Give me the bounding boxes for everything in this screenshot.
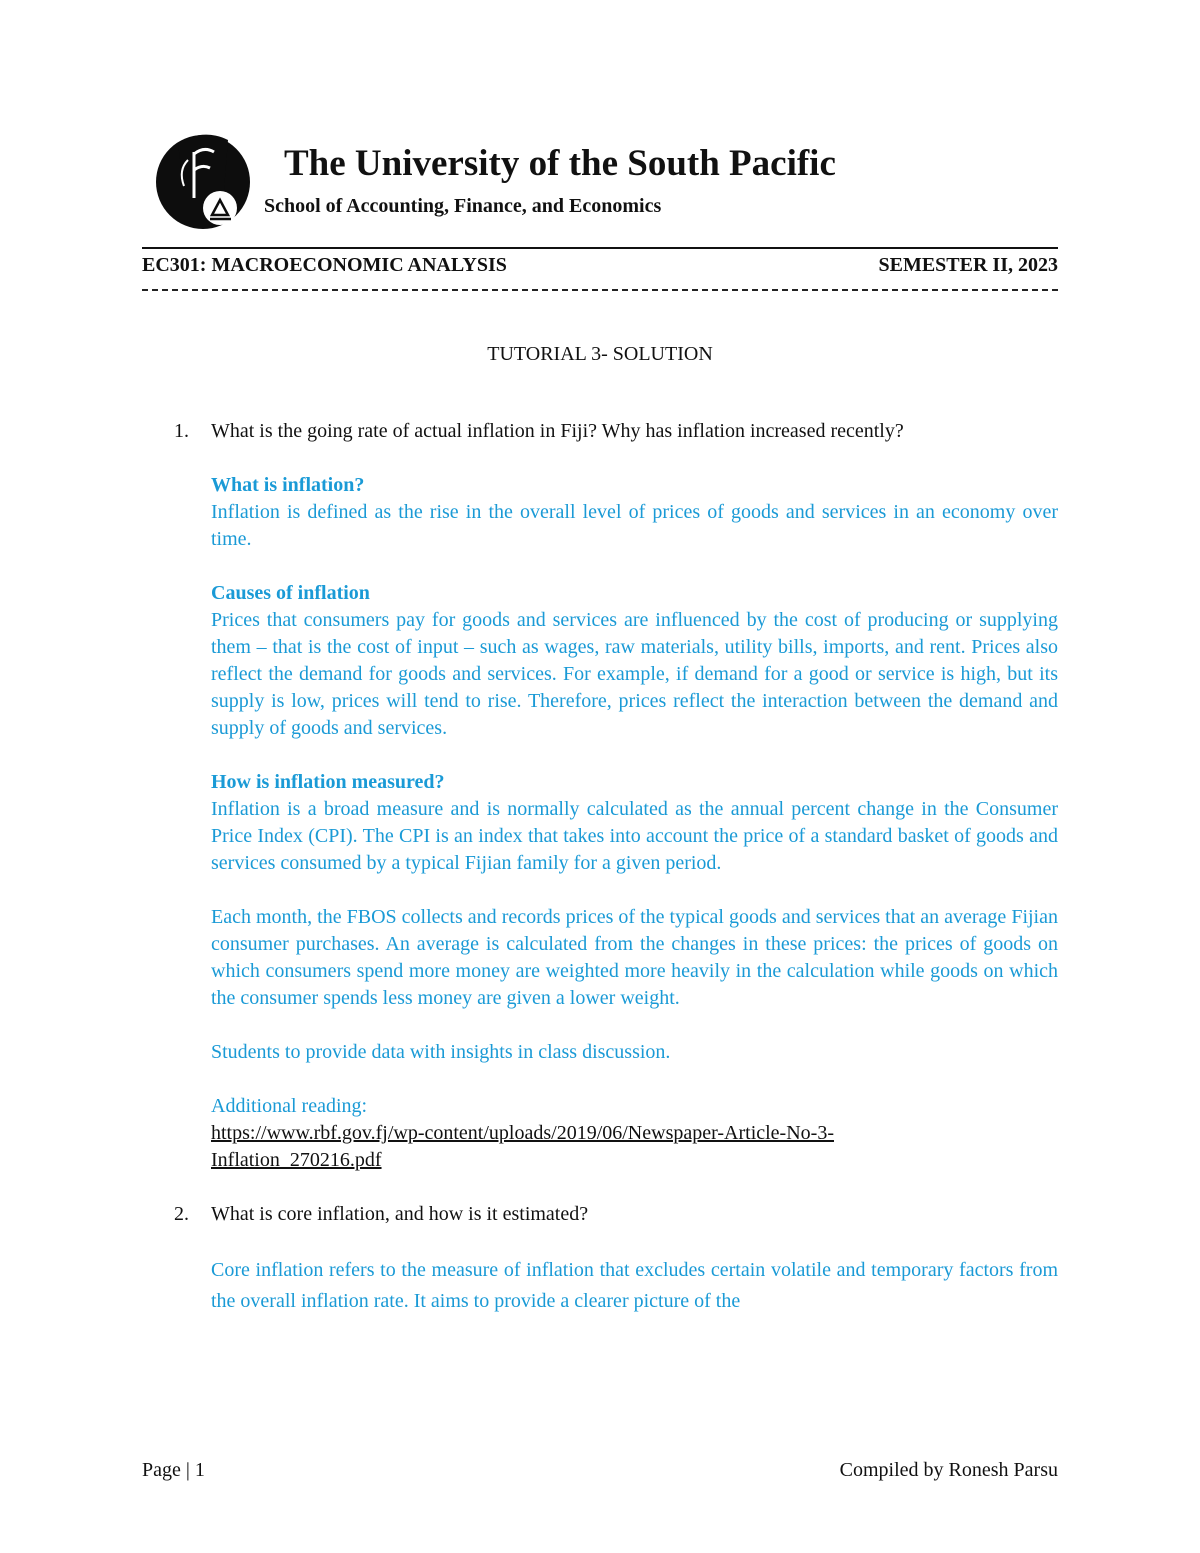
answer-section-causes <box>211 580 1058 742</box>
answer-paragraph-fbos <box>211 904 1058 1012</box>
compiled-by: Compiled by Ronesh Parsu <box>839 1459 1058 1481</box>
question-text: What is core inflation, and how is it estimated? <box>211 1203 589 1225</box>
section-heading: How is inflation measured? <box>211 771 445 793</box>
answer-section-measurement <box>211 769 1058 877</box>
question-1 <box>142 418 1058 445</box>
university-title: The University of the South Pacific <box>284 143 836 184</box>
section-body: Prices that consumers pay for goods and services are influenced by the cost of producing or supplying them – that is the cost of input – such as wages, raw materials, utility bills, imports, and rent. Prices also reflect the demand for goods and services. For example, if demand for a good or service is high, but its supply is low, prices will tend to rise. Therefore, prices reflect the interaction between the demand and supply of goods and services. <box>211 609 1058 739</box>
question-number: 1. <box>174 420 189 442</box>
usp-logo-icon <box>154 130 252 234</box>
school-name: School of Accounting, Finance, and Economics <box>264 195 662 217</box>
reading-link[interactable] <box>211 1120 1058 1174</box>
section-heading: What is inflation? <box>211 474 365 496</box>
header-rule <box>142 247 1058 249</box>
reading-link-line1: https://www.rbf.gov.fj/wp-content/uploads/2019/06/Newspaper-Article-No-3- <box>211 1122 834 1144</box>
tutorial-title: TUTORIAL 3- SOLUTION <box>487 343 713 365</box>
section-heading: Causes of inflation <box>211 582 370 604</box>
reading-label: Additional reading: <box>211 1095 368 1117</box>
additional-reading <box>211 1093 1058 1174</box>
section-body: Inflation is a broad measure and is normally calculated as the annual percent change in the Consumer Price Index (CPI). The CPI is an index that takes into account the price of a standard basket of goods and services consumed by a typical Fijian family for a given period. <box>211 798 1058 874</box>
answer-section-what-is-inflation <box>211 472 1058 553</box>
answer-core-inflation <box>211 1255 1058 1317</box>
paragraph: Core inflation refers to the measure of inflation that excludes certain volatile and temporary factors from the overall inflation rate. It aims to provide a clearer picture of the <box>211 1259 1058 1312</box>
paragraph: Each month, the FBOS collects and records prices of the typical goods and services that an average Fijian consumer purchases. An average is calculated from the changes in these prices: the prices of goods on which consumers spend more money are weighted more heavily in the calculation while goods on which the consumer spends less money are given a lower weight. <box>211 906 1058 1009</box>
paragraph: Students to provide data with insights in class discussion. <box>211 1041 671 1063</box>
question-2 <box>142 1201 1058 1228</box>
semester-label: SEMESTER II, 2023 <box>878 254 1058 276</box>
section-body: Inflation is defined as the rise in the overall level of prices of goods and services in an economy over time. <box>211 501 1058 550</box>
students-note <box>211 1039 1058 1066</box>
reading-link-line2: Inflation_270216.pdf <box>211 1149 382 1171</box>
course-code: EC301: MACROECONOMIC ANALYSIS <box>142 254 507 276</box>
question-text: What is the going rate of actual inflation in Fiji? Why has inflation increased recently? <box>211 420 904 442</box>
page-number: Page | 1 <box>142 1459 205 1481</box>
question-number: 2. <box>174 1203 189 1225</box>
dashed-divider <box>142 289 1058 291</box>
document-body <box>142 418 1058 1317</box>
